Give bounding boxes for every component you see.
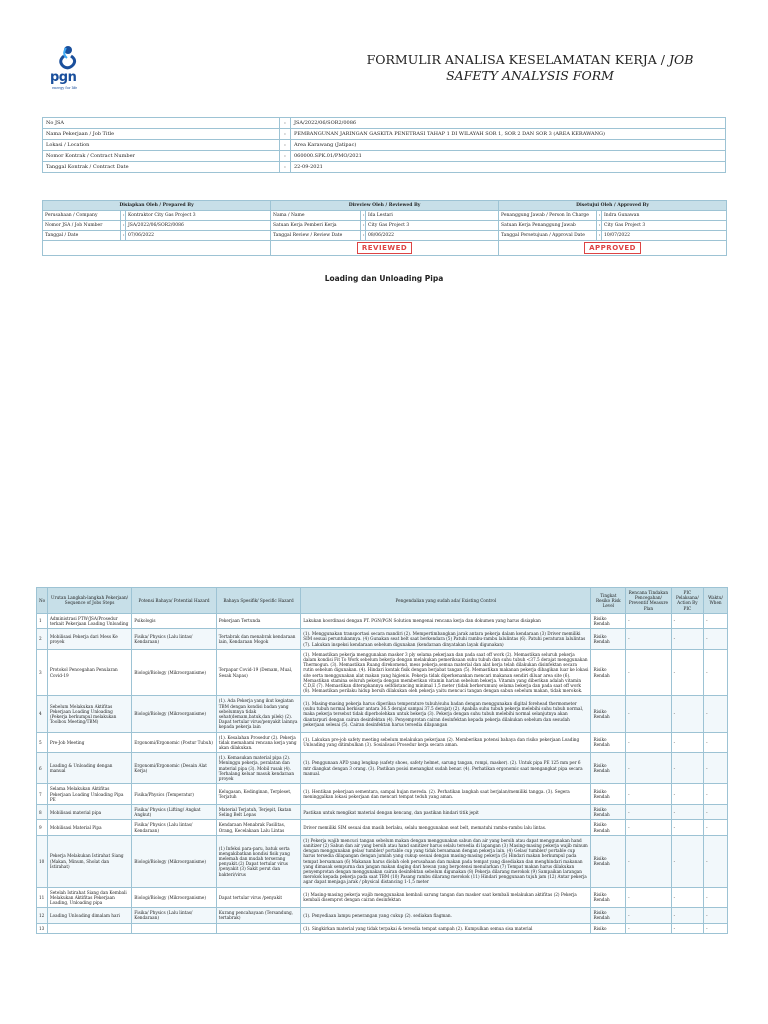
sign-value: Kontraktor City Gas Project 3 (126, 211, 271, 221)
info-row (43, 140, 726, 151)
sign-value: JSA/2022/06/SOR2/0086 (126, 221, 271, 231)
table-cell: - (626, 923, 671, 933)
table-cell: Fisika/ Physics (Lalu lintas/ Kendaraan) (132, 908, 216, 923)
table-cell: - (626, 820, 671, 835)
table-cell: Risiko Rendah (591, 908, 626, 923)
prepared-sign-cell (43, 241, 271, 256)
table-cell: - (626, 629, 671, 650)
table-cell: - (626, 908, 671, 923)
logo-tagline: energy for life (52, 86, 78, 90)
table-cell: Tertabrak dan menabrak kendaraan lain, Kendaraan Mogok (216, 629, 300, 650)
table-cell (47, 923, 131, 933)
table-cell: 11 (37, 887, 48, 908)
table-cell: Lakukan koordinasi dengan PT. PGN/PGN Solution mengenai rencana kerja dan dokumen yang harus disiapkan (301, 613, 591, 628)
logo-text: pgn (50, 70, 77, 85)
sign-label: Perusahaan / Company (43, 211, 121, 221)
table-cell: - (671, 820, 703, 835)
section-title: Loading dan Unloading Pipa (324, 274, 444, 283)
sign-colon: : (121, 221, 126, 231)
table-cell: - (704, 732, 728, 753)
table-cell: - (704, 784, 728, 805)
table-cell: Loading Unloading dimalam hari (47, 908, 131, 923)
reviewed-by-header: Direview Oleh / Reviewed By (271, 201, 499, 211)
table-row (37, 613, 728, 628)
info-colon: : (280, 151, 291, 162)
table-cell: Protokol Pencegahan Penularan Covid-19 (47, 649, 131, 696)
sign-colon: : (121, 231, 126, 241)
sign-colon: : (361, 221, 366, 231)
table-cell: Risiko Rendah (591, 732, 626, 753)
column-header: Rencana Tindakan Pencegahan/ Preventif Measure Plan (626, 588, 671, 614)
table-cell: - (626, 696, 671, 732)
sign-label: Satuan Kerja Penanggung Jawab (499, 221, 597, 231)
table-cell: - (671, 753, 703, 784)
table-cell: Risiko Rendah (591, 649, 626, 696)
table-cell: Setelah Istirahat Siang dan Kembali Melakukan Aktifitas Pekerjaan Loading, Unloading pipa (47, 887, 131, 908)
table-cell: - (626, 753, 671, 784)
table-cell: (1). Menggunakan transportasi secara mandiri (2). Mempertimbangkan jarak antara pekerja dalam kendaraan (3) Driver memiliki SIM sesuai peruntukannya. (4) Gunakan seat belt saat berkendara (5) Patuhi rambu-rambu lalulintas (6). Patuhi peraturan lalulintas (7). Lakukan inspeksi kendaraan sebelum digunakan (kendaraan dinyatakan layak digunakan) (301, 629, 591, 650)
table-cell: - (704, 820, 728, 835)
sign-label: Tanggal Persetujuan / Approval Date (499, 231, 597, 241)
table-cell: Risiko Rendah (591, 835, 626, 887)
table-cell: 2 (37, 629, 48, 650)
table-cell: Driver memiliki SIM sesuai dan masih berlaku, selalu menggunakan seat belt, mematuhi rambu-rambu lalu lintas. (301, 820, 591, 835)
approved-stamp: APPROVED (584, 242, 641, 254)
info-label: Tanggal Kontrak / Contract Date (43, 162, 280, 173)
table-cell: Selama Melakukan Aktifitas Pekerjaan Loading Unloading Pipa PE (47, 784, 131, 805)
column-header: Tingkat Resiko Risk Level (591, 588, 626, 614)
table-cell: Biologi/Biology (Mikroorganisme) (132, 887, 216, 908)
table-cell: Pekerjaan Tertunda (216, 613, 300, 628)
info-row (43, 162, 726, 173)
sign-colon: : (361, 231, 366, 241)
table-cell: - (671, 908, 703, 923)
table-cell: Biologi/Biology (Mikroorganisme) (132, 696, 216, 732)
table-cell: Mobilisasi Pekerja dari Mess Ke proyek (47, 629, 131, 650)
info-row (43, 118, 726, 129)
prepared-by-header: Disiapkan Oleh / Prepared By (43, 201, 271, 211)
table-cell: Kendaraan Menabrak Fasilitas, Orang, Kecelakaan Lalu Lintas (216, 820, 300, 835)
table-cell: - (626, 887, 671, 908)
table-cell: 13 (37, 923, 48, 933)
column-header: No (37, 588, 48, 614)
info-label: Nomor Kontrak / Contract Number (43, 151, 280, 162)
table-cell: - (704, 908, 728, 923)
table-row (37, 908, 728, 923)
sign-value: Indra Gunawan (602, 211, 727, 221)
sign-label: Tanggal / Date (43, 231, 121, 241)
table-cell: - (626, 732, 671, 753)
table-cell: (1). Masing-masing pekerja harus diperiksa temperature tubuh/suhu badan dengan menggunakan digital forehead thermometer (suhu tubuh normal berkisar antara 36.5 derajat sampai 37.5 derajat) (2). Apabila suhu tubuh pekerja melebihi suhu tubuh normal, maka pekerja tersebut tidak diperbolehkan untuk bekerja (3). Pekerja dengan suhu tubuh melebihi normal selanjutnya akan diantarpuri dengan cairan desinfektan (4). Penyemprotan cairan desinfektan kepada pekerja dilakukan sebelum dan sesudah pekerjaan selesai (5). Cairan desinfektan harus tersedia dilapangan (301, 696, 591, 732)
table-cell: - (671, 887, 703, 908)
info-value: Area Karawang (Jatipac) (291, 140, 726, 151)
sign-colon: : (121, 211, 126, 221)
table-cell: - (671, 732, 703, 753)
column-header: Bahaya Spesifik/ Specific Hazard (216, 588, 300, 614)
table-cell: - (704, 804, 728, 819)
table-cell: Fisika/Physics (Temperatur) (132, 784, 216, 805)
table-cell: (1). Hentikan pekerjaan sementara, sampai hujan mereda. (2). Perhatikan langkah saat berjalan/memiliki tangga. (3). Segera meninggalkan lokasi pekerjaan dan mencari tempat teduh yang aman. (301, 784, 591, 805)
table-cell: Dapat tertular virus /penyakit (216, 887, 300, 908)
table-cell: (1). Ada Pekerja yang ikut kegiatan TBM dengan kondisi badan yang sebelumnya tidak sehat(demam,batuk,dan pilek) (2). Dapat tertular virus/penyakit lainnya kepada pekerja lain (216, 696, 300, 732)
table-cell: 9 (37, 820, 48, 835)
table-cell: Fisika/ Physics (Lalu lintas/ Kendaraan) (132, 629, 216, 650)
table-row (37, 753, 728, 784)
table-cell: - (626, 804, 671, 819)
info-colon: : (280, 162, 291, 173)
table-cell: Ergonomi/Ergonomic (Desain Alat Kerja) (132, 753, 216, 784)
table-cell: - (626, 613, 671, 628)
table-cell: Risiko Rendah (591, 784, 626, 805)
sign-colon: : (597, 221, 602, 231)
table-cell: Fisika/ Physics (Lifting/ Angkat Angkut) (132, 804, 216, 819)
sign-value: City Gas Project 3 (366, 221, 499, 231)
table-cell: - (704, 613, 728, 628)
table-cell: Loading & Unloading dengan manual (47, 753, 131, 784)
table-cell: Kelugasan, Kedinginan, Terpleset, Terjatuh (216, 784, 300, 805)
sign-value: City Gas Project 3 (602, 221, 727, 231)
table-cell: Risiko Rendah (591, 820, 626, 835)
job-info-table (42, 117, 726, 173)
info-value: PEMBANGUNAN JARINGAN GASKITA PENETRASI TAHAP 1 DI WILAYAH SOR 1, SOR 2 DAN SOR 3 (AREA KERAWANG) (291, 129, 726, 140)
column-header: Pengendalian yang sudah ada/ Existing Control (301, 588, 591, 614)
table-cell: Risiko (591, 923, 626, 933)
table-cell: Pastikan untuk mengikat material dengan kencang, dan pastikan hindari titik jepit (301, 804, 591, 819)
jsa-steps-table (36, 587, 728, 934)
table-cell: Risiko Rendah (591, 613, 626, 628)
table-row (37, 696, 728, 732)
pgn-logo (44, 44, 92, 94)
table-cell: - (626, 784, 671, 805)
table-cell: Kurang pencahayaan (Tersandung, tertabrak) (216, 908, 300, 923)
table-cell: Risiko Rendah (591, 753, 626, 784)
table-cell: 7 (37, 784, 48, 805)
table-cell: Risiko Rendah (591, 629, 626, 650)
table-row (37, 835, 728, 887)
info-label: No JSA (43, 118, 280, 129)
info-value: 22-09-2021 (291, 162, 726, 173)
table-cell: 4 (37, 696, 48, 732)
sign-label: Satuan Kerja Pemberi Kerja (271, 221, 361, 231)
table-row (37, 923, 728, 933)
table-cell: (1). Kesalahan Prosedur (2). Pekerja tidak memahami rencana kerja yang akan dilakukan. (216, 732, 300, 753)
sign-value: 10/07/2022 (602, 231, 727, 241)
table-row (37, 732, 728, 753)
table-cell: Fisika/ Physics (Lalu lintas/ Kendaraan) (132, 820, 216, 835)
table-cell: - (704, 835, 728, 887)
sign-label: Penanggung Jawab / Person In Charge (499, 211, 597, 221)
column-header: Urutan Langkah-langkah Pekerjaan/ Sequence of Jobs Steps (47, 588, 131, 614)
table-cell: (1) Pekerja wajib mencuci tangan sebelum makan dengan menggunakan sabun dan air yang bersih atau dapat menggunakan hand sanitizer (2) Sabun dan air yang bersih atau hand sanitizer harus selalu tersedia di lapangan (3) Masing-masing pekerja wajib minum dengan menggunakan gelas/ tumbler/ portable cup yang tidak bersamaan dengan pekerja lain. (4) Gelas/ tumbler/ portable cup harus tersedia dilapangan dengan jumlah yang cukup sesuai dengan masing-masing pekerja (5) Hindari makan berkumpul pada tempat bersamaan (6) Makanan harus diolah oleh perusahaan dan makan pada tempat yang disediakan dan menghindari makanan yang dimasak sempurna dan jangan makan daging dari hewan yang berpotensi menularkan (7) Tempat makan harus dilakukan penyemprotan dengan menggunakan cairan desinfektan sebelum digunakan (8) Pekerja dilarang merokok (9) Sampaikan larangan merokok kepada pekerja pada saat TBM (10) Pasang rambu dilarang merokok (11) Hindari penggunaan tujuh jam (12) Antar pekerja agar dapat menjaga jarak / physical distancing 1-1,5 meter (301, 835, 591, 887)
table-cell: - (671, 629, 703, 650)
table-cell: - (704, 696, 728, 732)
table-cell: (1) Infeksi para-paru, batuk serta mengakibatkan kondisi fisik yang melemah dan mudah terserang penyakit.(2) Dapat tertular virus /penyakit (3) Sakit perut dan bakteri/virus (216, 835, 300, 887)
column-header: PIC Pelaksana/ Action By PIC (671, 588, 703, 614)
info-colon: : (280, 140, 291, 151)
info-label: Lokasi / Location (43, 140, 280, 151)
table-cell: Administrasi PTW/JSA/Prosedur terkait Pekerjaan Loading Unloading (47, 613, 131, 628)
table-cell: - (626, 835, 671, 887)
sign-value: 08/06/2022 (366, 231, 499, 241)
info-row (43, 129, 726, 140)
sign-colon: : (597, 231, 602, 241)
table-cell: 3 (37, 649, 48, 696)
table-cell: (1). Lakukan pre-job safety meeting sebelum melakukan pekerjaan (2). Memberikan potensi bahaya dan risiko pekerjaan Loading Unloading yang ditimbulkan (3). Sosialisasi Prosedur kerja secara aman. (301, 732, 591, 753)
table-row (37, 649, 728, 696)
table-cell: 5 (37, 732, 48, 753)
sign-label: Nomor JSA / Job Number (43, 221, 121, 231)
table-cell: 12 (37, 908, 48, 923)
table-cell: - (704, 753, 728, 784)
table-cell: (1). Kemasukan material pipa (2). Meninggu pekerja, peralatan dan material pipa (3). Mobil rusak (4). Terhalang keluar masuk kendaraan proyek (216, 753, 300, 784)
column-header: Waktu/ When (704, 588, 728, 614)
table-cell: (1) Masing-masing pekerja wajib menggunakan kembali sarung tangan dan masker saat kembali melakukan aktifitas (2) Pekerja kembali disemprot dengan cairan desinfektan (301, 887, 591, 908)
table-cell: - (671, 784, 703, 805)
table-cell: (1). Penggunaan APD yang lengkap (safety shoes, safety helmet, sarung tangan, rompi, masker). (2). Untuk pipa PE 125 mm per 6 mtr diangkat dengan 3 orang. (3). Pastikan posisi menangkat sudah benar. (4). Perhatikan ergonomic saat mengangkat pipa secara manual. (301, 753, 591, 784)
sign-row (43, 221, 727, 231)
approved-sign-cell (499, 241, 727, 256)
table-cell: Biologi/Biology (Mikroorganisme) (132, 835, 216, 887)
table-row (37, 784, 728, 805)
sign-label: Nama / Name (271, 211, 361, 221)
table-cell: - (626, 649, 671, 696)
table-cell: 6 (37, 753, 48, 784)
sign-row (43, 231, 727, 241)
table-cell: - (671, 835, 703, 887)
table-cell: Mobilisasi material pipa (47, 804, 131, 819)
table-cell (132, 923, 216, 933)
sign-value: 07/06/2022 (126, 231, 271, 241)
table-cell: Biologi/Biology (Mikroorganisme) (132, 649, 216, 696)
signature-table (42, 200, 727, 256)
info-label: Nama Pekerjaan / Job Title (43, 129, 280, 140)
table-cell: - (671, 804, 703, 819)
table-cell: 1 (37, 613, 48, 628)
approved-by-header: Disetujui Oleh / Approved By (499, 201, 727, 211)
info-value: 060000.SPK.01/PMO/2021 (291, 151, 726, 162)
reviewed-sign-cell (271, 241, 499, 256)
table-cell: Pekerja Melakukan Istirahat Siang (Makan, Minum, Sholat dan Istirahat) (47, 835, 131, 887)
table-cell: Pre-Job Meeting (47, 732, 131, 753)
table-cell: 10 (37, 835, 48, 887)
table-row (37, 804, 728, 819)
table-row (37, 820, 728, 835)
info-colon: : (280, 118, 291, 129)
table-cell: Mobilisasi Material Pipa (47, 820, 131, 835)
table-cell: 8 (37, 804, 48, 819)
table-cell: (1). Penyediaan lampu penerangan yang cukup (2). sediakan flagman. (301, 908, 591, 923)
table-cell: Material Terjatuh, Terjepit, Ikatan Seling Belt Lepas (216, 804, 300, 819)
table-cell: (1). Singkirkan material yang tidak terpakai & teresdia tempat sampah (2). Kumpulkan semua sisa material (301, 923, 591, 933)
table-cell: Risiko Rendah (591, 887, 626, 908)
table-cell (216, 923, 300, 933)
table-cell: Ergonomi/Ergonomic (Postur Tubuh) (132, 732, 216, 753)
table-cell: Sebelum Melakukan Aktifitas Pekerjaan Loading Unloading (Pekerja berkumpul melakukan Toolbox Meeting/TBM) (47, 696, 131, 732)
info-value: JSA/2022/06/SOR2/0086 (291, 118, 726, 129)
table-cell: Risiko Rendah (591, 804, 626, 819)
table-row (37, 887, 728, 908)
table-cell: Terpapar Covid-19 (Demam, Mual, Sesak Napas) (216, 649, 300, 696)
table-cell: (1). Memastikan pekerja menggunakan masker 3 ply selama pekerjaan dan pada saat off work (2). Memastikan seluruh pekerja dalam kondisi Fit To Work sebelum bekerja dengan melakukan pemeriksaan suhu tubuh dan suhu tubuh <37.5 derajat menggunakan Thermogun. (3). Memastikan Ruang direkomend, mess pekerja,semua material dan alat kerja telah dilakukan disinfektan secara rutin sebelum digunakan. (4). Hindari kontak fisik dengan berjabat tangan (5). Memastikan makanan pekerja dibagikan luar ke lokasi site serta menggunakan alat makan yang higienis. Pekerja tidak diperkenankan mencari makanan sendiri diluar area site (6). Memastikan stamina seluruh pekerja dengan memberikan vitamin harian sebelum bekerja. Vitamin yang diberikan adalah vitamin C,D,E (7). Memastikan diterapkannya selfdistancing minimal 1,5 meter (tidak berkerumun) selama bekerja dan pada saat off work (8). Memastikan perilaku hidup bersih dilakukan oleh pekerja yaitu mencuci tangan dengan sabun sebelum makan, tidak merokok. (301, 649, 591, 696)
table-row (37, 629, 728, 650)
table-cell: Risiko Rendah (591, 696, 626, 732)
table-cell: - (671, 613, 703, 628)
column-header: Potensi Bahaya/ Potential Hazard (132, 588, 216, 614)
form-title: FORMULIR ANALISA KESELAMATAN KERJA / JOB SAFETY ANALYSIS FORM (366, 52, 694, 83)
table-cell: - (704, 629, 728, 650)
info-row (43, 151, 726, 162)
table-cell: - (704, 923, 728, 933)
table-cell: Psikologis (132, 613, 216, 628)
sign-colon: : (597, 211, 602, 221)
info-colon: : (280, 129, 291, 140)
sign-colon: : (361, 211, 366, 221)
table-cell: - (704, 649, 728, 696)
table-cell: - (671, 649, 703, 696)
table-cell: - (704, 887, 728, 908)
table-cell: - (671, 696, 703, 732)
sign-value: Ida Lestari (366, 211, 499, 221)
sign-row (43, 211, 727, 221)
table-cell: - (671, 923, 703, 933)
sign-label: Tanggal Review / Review Date (271, 231, 361, 241)
reviewed-stamp: REVIEWED (357, 242, 412, 254)
